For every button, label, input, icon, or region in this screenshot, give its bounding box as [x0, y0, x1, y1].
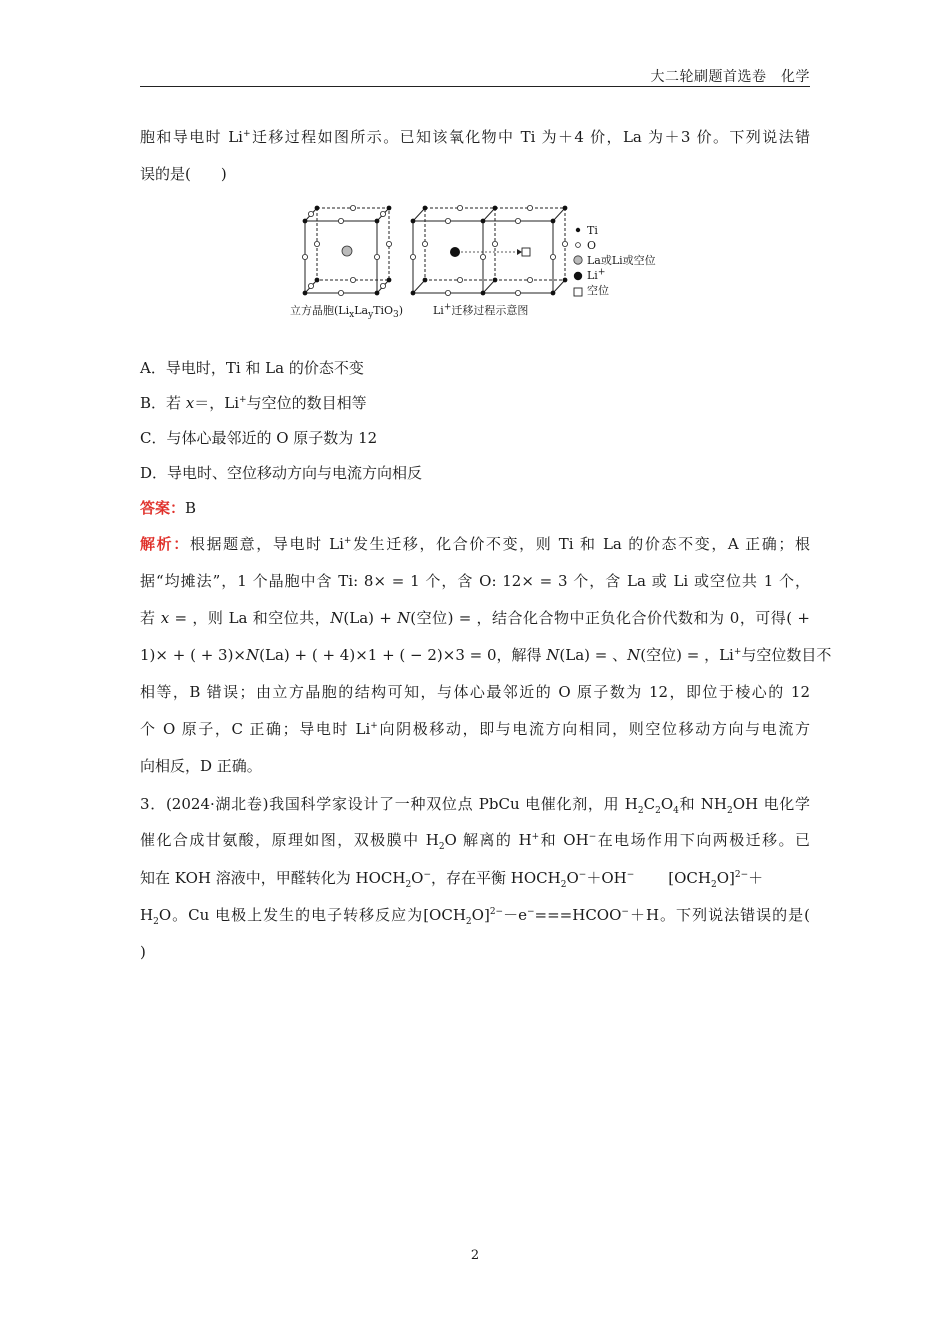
option-b: B．若 x＝，Li+与空位的数目相等	[140, 394, 367, 412]
q3-line-4: $H_2O$。Cu 电极上发生的电子转移反应为$[OCH_2O]^{2-}-e^-===HCOO^-+H$。下列说法错误的是(	[140, 906, 810, 927]
legend-o: O	[587, 239, 597, 252]
q3-line-1: 3．(2024·湖北卷)我国科学家设计了一种双位点 PbCu 电催化剂，用 $H_2C_2O_4$和 $NH_2OH$ 电化学	[140, 795, 810, 816]
page-number: 2	[470, 1248, 480, 1263]
left-cube-front	[305, 221, 377, 293]
legend-vacancy-marker	[574, 288, 582, 296]
la-li-vacancy-site	[342, 246, 352, 256]
header-title: 大二轮刷题首选卷 化学	[650, 69, 810, 85]
analysis-line-1: 解析：根据题意，导电时 Li+发生迁移，化合价不变，则 Ti 和 La 的价态不变，A 正确；根	[140, 535, 810, 553]
analysis-line-4: 1)× + ( + 3)×N(La) + ( + 4)×1 + ( − 2)×3 = 0，解得 N(La) = 、N(空位) = ，Li+与空位数目不	[140, 646, 832, 664]
analysis-line-2: 据“均摊法”，1 个晶胞中含 Ti: 8× = 1 个，含 O: 12× = 3 个，含 La 或 Li 或空位共 1 个，	[140, 572, 810, 590]
option-a: A．导电时，Ti 和 La 的价态不变	[140, 359, 364, 377]
crystal-figure	[285, 196, 675, 326]
legend	[587, 223, 656, 298]
option-c: C．与体心最邻近的 O 原子数为 12	[140, 429, 378, 447]
left-cube-back	[317, 208, 389, 280]
q3-line-3: 知在 KOH 溶液中，甲醛转化为 $HOCH_2O^-$，存在平衡 $HOCH_2O^-+OH^-$ $[OCH_2O]^{2-}+$	[140, 869, 764, 890]
vacancy-site	[522, 248, 530, 256]
legend-li-marker	[574, 272, 582, 280]
caption-right: Li+迁移过程示意图	[433, 302, 529, 317]
legend-li: Li+	[587, 267, 606, 282]
analysis-line-6: 个 O 原子，C 正确；导电时 Li+向阴极移动，即与电流方向相同，则空位移动方向与电流方	[140, 720, 810, 738]
page-header	[140, 62, 810, 87]
q3-line-5: )	[140, 943, 146, 961]
intro-line-2: 误的是( )	[140, 165, 227, 183]
legend-la-marker	[574, 256, 582, 264]
analysis-line-7: 向相反，D 正确。	[140, 757, 262, 775]
legend-ti: Ti	[587, 224, 598, 237]
analysis-line-5: 相等，B 错误；由立方晶胞的结构可知，与体心最邻近的 O 原子数为 12，即位于棱心的 12	[140, 683, 810, 701]
legend-vacancy: 空位	[587, 284, 609, 297]
legend-ti-marker	[576, 228, 580, 232]
answer: 答案：B	[140, 499, 197, 517]
intro-line-1: 胞和导电时 Li+迁移过程如图所示。已知该氧化物中 Ti 为＋4 价，La 为＋3 价。下列说法错	[140, 128, 811, 146]
analysis-line-3: 若 x = ，则 La 和空位共，N(La) + N(空位) = ，结合化合物中正负化合价代数和为 0，可得( +	[140, 609, 810, 627]
q3-line-2: 催化合成甘氨酸，原理如图，双极膜中 $H_2O$ 解离的 H+和 OH−在电场作用下向两极迁移。已	[140, 831, 810, 852]
legend-la: La或Li或空位	[587, 254, 656, 267]
li-ion	[450, 247, 460, 257]
option-d: D．导电时、空位移动方向与电流方向相反	[140, 464, 423, 482]
caption-left: 立方晶胞$(Li_xLa_yTiO_3)$	[290, 304, 404, 321]
legend-o-marker	[576, 243, 581, 248]
